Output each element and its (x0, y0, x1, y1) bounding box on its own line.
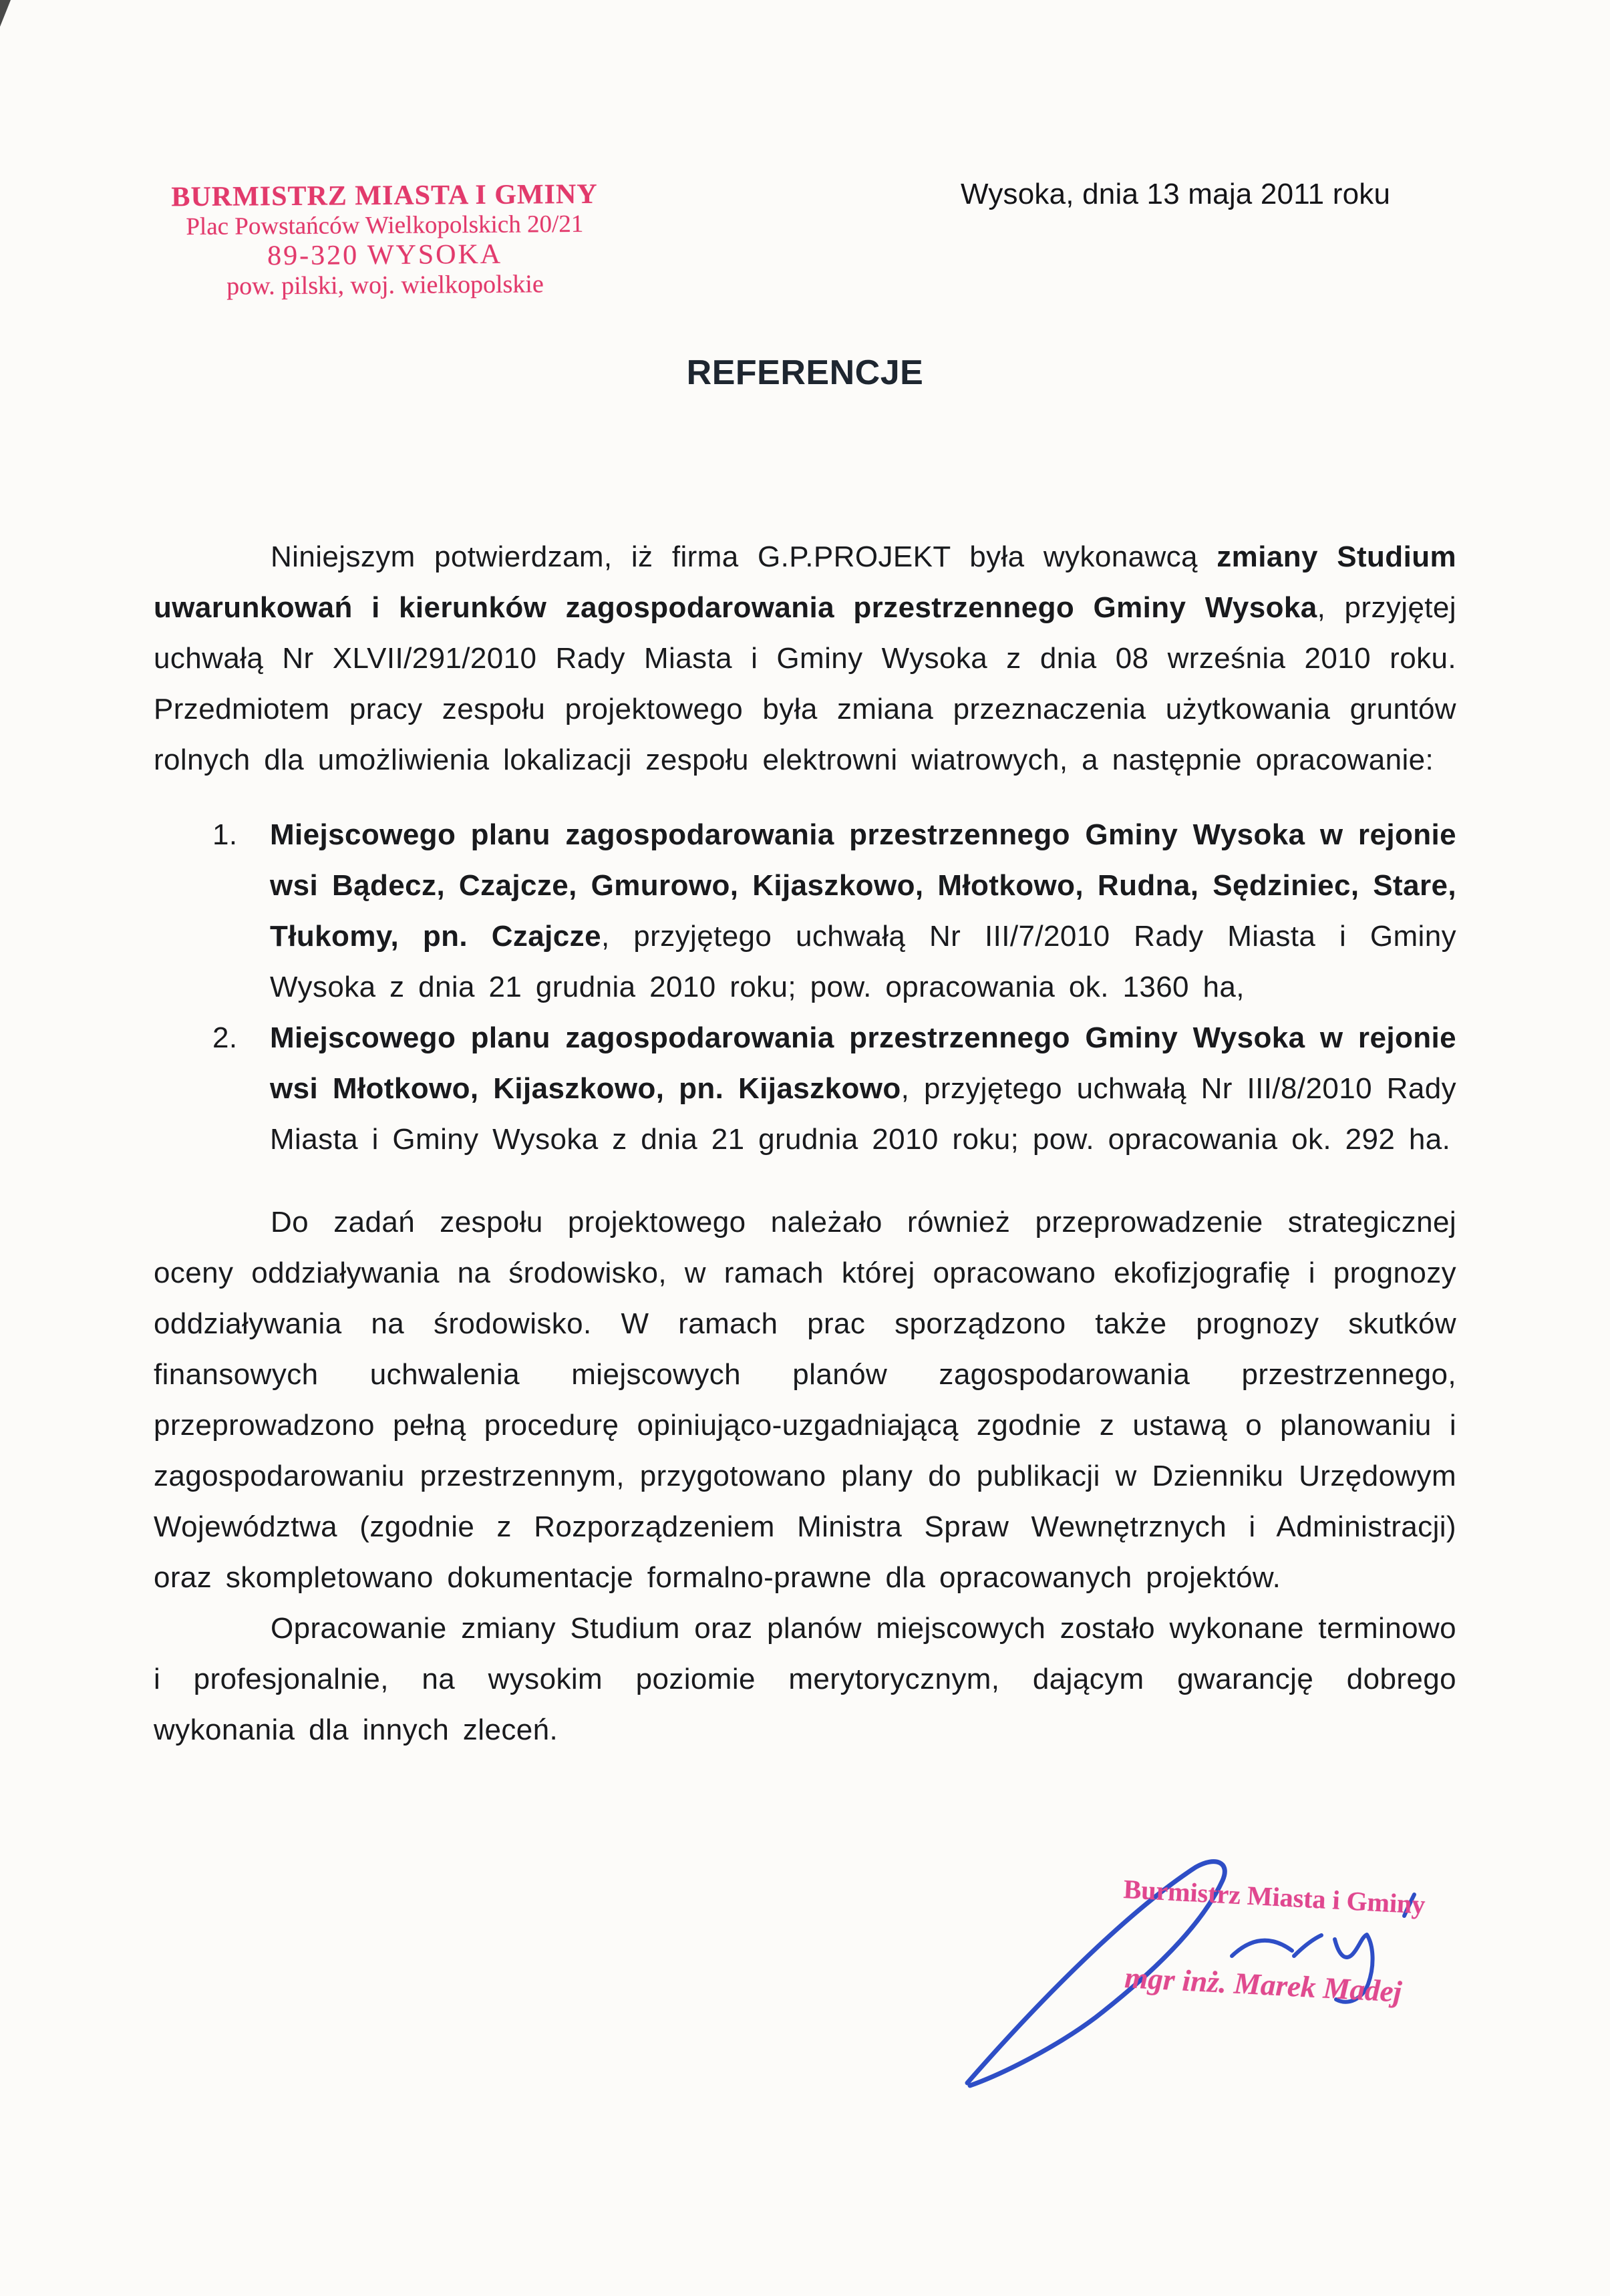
sender-address-stamp (168, 179, 601, 303)
page-title: REFERENCJE (686, 353, 924, 392)
intro-bold-subject: zmiany Studium uwarunkowań i kierunków zagospodarowania przestrzennego Gminy Wysoka (154, 540, 1456, 624)
intro-text-continued: , przyjętej uchwałą Nr XLVII/291/2010 Rady Miasta i Gminy Wysoka z dnia 08 września 2010 roku. Przedmiotem pracy zespołu projektowego była zmiana przeznaczenia użytkowania gruntów rolnych dla umożliwienia lokalizacji zespołu elektrowni wiatrowych, a następnie opracowanie: (154, 591, 1456, 776)
item-detail: , przyjętego uchwałą Nr III/7/2010 Rady Miasta i Gminy Wysoka z dnia 21 grudnia 2010 roku; pow. opracowania ok. 1360 ha, (270, 920, 1456, 1003)
ordered-list (212, 810, 1456, 1165)
paragraph-closing: Opracowanie zmiany Studium oraz planów miejscowych zostało wykonane terminowo i profesjonalnie, na wysokim poziomie merytorycznym, dającym gwarancję dobrego wykonania dla innych zleceń. (154, 1612, 1456, 1746)
paragraph-scope: Do zadań zespołu projektowego należało również przeprowadzenie strategicznej oceny oddziaływania na środowisko, w ramach której opracowano ekofizjografię i prognozy oddziaływania na środowisko. W ramach prac sporządzono także prognozy skutków finansowych uchwalenia miejscowych planów zagospodarowania przestrzennego, przeprowadzono pełną procedurę opiniująco-uzgadniającą zgodnie z ustawą o planowaniu i zagospodarowaniu przestrzennym, przygotowano plany do publikacji w Dzienniku Urzędowym Województwa (zgodnie z Rozporządzeniem Ministra Spraw Wewnętrznych i Administracji) oraz skompletowano dokumentacje formalno-prawne dla opracowanych projektów. (154, 1206, 1456, 1594)
item-bold-title: Miejscowego planu zagospodarowania przestrzennego Gminy Wysoka w rejonie wsi Bądecz, Czajcze, Gmurowo, Kijaszkowo, Młotkowo, Rudna, Sędziniec, Stare, Tłukomy, pn. Czajcze (270, 818, 1456, 953)
scan-corner-artifact (0, 0, 11, 27)
letter-body (154, 532, 1456, 1756)
stamp-street-address: Plac Powstańców Wielkopolskich 20/21 (186, 210, 584, 241)
item-detail: , przyjętego uchwałą Nr III/8/2010 Rady Miasta i Gminy Wysoka z dnia 21 grudnia 2010 roku; pow. opracowania ok. 292 ha. (270, 1072, 1456, 1156)
stamp-postal-city: 89-320 WYSOKA (267, 238, 503, 272)
list-item (212, 810, 1456, 1013)
item-number: 1. (212, 818, 238, 851)
item-bold-title: Miejscowego planu zagospodarowania przestrzennego Gminy Wysoka w rejonie wsi Młotkowo, Kijaszkowo, pn. Kijaszkowo (270, 1021, 1456, 1105)
intro-text: Niniejszym potwierdzam, iż firma G.P.PROJEKT była wykonawcą (271, 540, 1217, 573)
paragraph-intro (154, 532, 1456, 786)
item-text (270, 810, 1456, 1013)
item-text (270, 1013, 1456, 1165)
dateline: Wysoka, dnia 13 maja 2011 roku (961, 178, 1391, 210)
signature-stamp-person: mgr inż. Marek Madej (1124, 1960, 1403, 2009)
item-number: 2. (212, 1021, 238, 1054)
signature-stamp-office: Burmistrz Miasta i Gminy (1122, 1873, 1426, 1920)
list-item (212, 1013, 1456, 1165)
stamp-office-name: BURMISTRZ MIASTA I GMINY (171, 178, 598, 213)
signature-block (935, 1850, 1443, 2111)
stamp-district-region: pow. pilski, woj. wielkopolskie (226, 270, 544, 301)
